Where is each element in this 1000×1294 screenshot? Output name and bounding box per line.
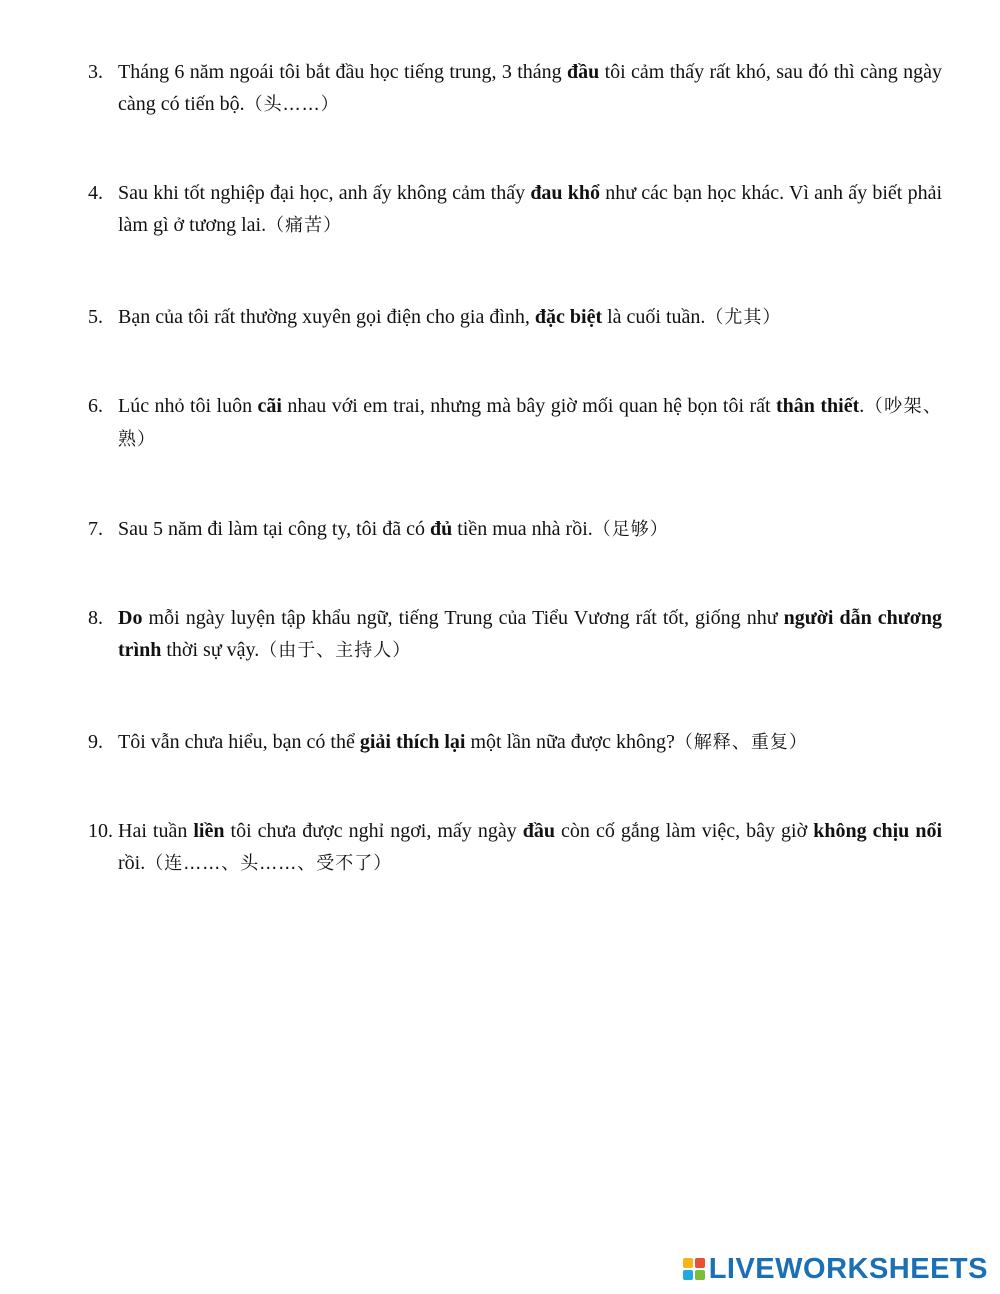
sentence-text: tiền mua nhà rồi. (452, 518, 593, 540)
bold-keyword: Do (118, 607, 143, 629)
logo-text: LIVEWORKSHEETS (708, 1252, 988, 1285)
chinese-hint: （头……） (244, 94, 340, 115)
sentence-text: Sau 5 năm đi làm tại công ty, tôi đã có (118, 518, 430, 540)
sentence-text: nhau với em trai, nhưng mà bây giờ mối quan hệ bọn tôi rất (281, 395, 777, 417)
item-number: 8. (88, 607, 103, 629)
bold-keyword: không chịu nổi (813, 820, 942, 842)
sentence-text: còn cố gắng làm việc, bây giờ (555, 820, 814, 842)
exercise-item-9 (88, 726, 942, 759)
exercise-item-8 (88, 602, 942, 667)
chinese-hint: （连……、头……、受不了） (145, 853, 393, 874)
item-sentence (118, 602, 942, 667)
exercise-item-3 (88, 56, 942, 121)
chinese-hint: （痛苦） (266, 215, 343, 236)
item-number: 7. (88, 518, 103, 540)
item-sentence (118, 56, 942, 121)
exercise-item-6 (88, 390, 942, 456)
item-sentence (118, 390, 942, 456)
sentence-text: như các bạn học khác. Vì anh ấy biết phải làm gì ở tương lai. (118, 182, 942, 236)
exercise-item-4 (88, 177, 942, 242)
sentence-text: tôi cảm thấy rất khó, sau đó thì càng ngày càng có tiến bộ. (118, 61, 943, 115)
chinese-hint: （吵架、熟） (118, 396, 943, 450)
sentence-text: Tháng 6 năm ngoái tôi bắt đầu học tiếng trung, 3 tháng (118, 61, 567, 83)
item-number: 10. (88, 820, 113, 842)
sentence-text: . (859, 395, 865, 417)
item-number: 6. (88, 395, 103, 417)
bold-keyword: giải thích lại (359, 731, 466, 753)
bold-keyword: liền (193, 820, 225, 842)
bold-keyword: cãi (257, 395, 282, 417)
item-number: 9. (88, 731, 103, 753)
bold-keyword: thân thiết (776, 395, 860, 417)
chinese-hint: （由于、主持人） (259, 640, 412, 661)
item-number: 3. (88, 61, 103, 83)
bold-keyword: người dẫn chương trình (118, 607, 942, 661)
item-sentence (118, 726, 942, 759)
sentence-text: thời sự vậy. (161, 639, 260, 661)
item-sentence (118, 513, 942, 546)
liveworksheets-mark-icon (683, 1258, 705, 1280)
chinese-hint: （尤其） (705, 307, 782, 328)
sentence-text: tôi chưa được nghỉ ngơi, mấy ngày (224, 820, 523, 842)
chinese-hint: （解释、重复） (674, 732, 808, 753)
sentence-text: Tôi vẫn chưa hiểu, bạn có thể (118, 731, 360, 753)
bold-keyword: đầu (522, 820, 555, 842)
item-sentence (118, 301, 942, 334)
exercise-item-7 (88, 513, 942, 546)
sentence-text: mỗi ngày luyện tập khẩu ngữ, tiếng Trung của Tiểu Vương rất tốt, giống như (142, 607, 784, 629)
item-sentence (118, 815, 942, 880)
sentence-text: Hai tuần (118, 820, 194, 842)
sentence-text: là cuối tuần. (602, 306, 706, 328)
item-number: 4. (88, 182, 103, 204)
bold-keyword: đủ (429, 518, 453, 540)
sentence-text: rồi. (118, 852, 146, 874)
liveworksheets-logo (683, 1254, 988, 1284)
exercise-item-5 (88, 301, 942, 334)
bold-keyword: đầu (567, 61, 600, 83)
sentence-text: Lúc nhỏ tôi luôn (118, 395, 258, 417)
sentence-text: Sau khi tốt nghiệp đại học, anh ấy không cảm thấy (118, 182, 531, 204)
exercise-item-10 (88, 815, 942, 880)
sentence-text: Bạn của tôi rất thường xuyên gọi điện cho gia đình, (118, 306, 535, 328)
bold-keyword: đau khổ (530, 182, 601, 204)
bold-keyword: đặc biệt (534, 306, 603, 328)
item-sentence (118, 177, 942, 242)
item-number: 5. (88, 306, 103, 328)
chinese-hint: （足够） (592, 519, 669, 540)
sentence-text: một lần nữa được không? (465, 731, 675, 753)
